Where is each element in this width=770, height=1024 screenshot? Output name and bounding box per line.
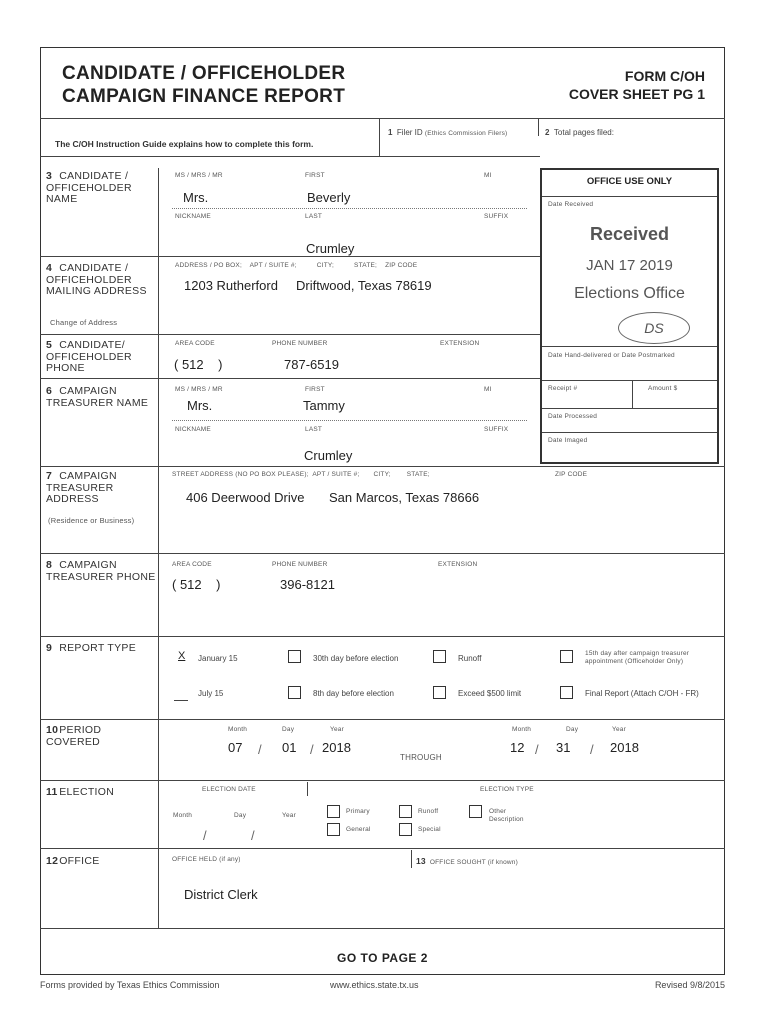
- cover-sheet-label: COVER SHEET PG 1: [568, 86, 705, 102]
- date-slash: /: [590, 742, 594, 757]
- forms-provided-by: Forms provided by Texas Ethics Commission: [40, 980, 220, 990]
- divider: [40, 848, 725, 849]
- zip-code-label: ZIP CODE: [555, 471, 588, 478]
- divider: [542, 380, 717, 381]
- description-label: Description: [489, 816, 524, 823]
- treasurer-area-code: ( 512 ): [172, 577, 221, 592]
- filer-id-label: 1 Filer ID (Ethics Commission Filers): [388, 128, 508, 137]
- divider: [379, 118, 380, 156]
- 15th-day-label: 15th day after campaign treasurer appointment (Officeholder Only): [585, 650, 690, 665]
- divider: [40, 156, 540, 157]
- form-title-line1: CANDIDATE / OFFICEHOLDER: [62, 63, 346, 84]
- extension-label: EXTENSION: [438, 561, 478, 568]
- date-imaged-label: Date Imaged: [548, 437, 588, 444]
- general-label: General: [346, 826, 371, 833]
- candidate-city-state-zip: Driftwood, Texas 78619: [296, 278, 432, 293]
- section-9-label: 9 REPORT TYPE: [46, 642, 137, 654]
- date-slash: /: [310, 742, 314, 757]
- other-label: Other: [489, 808, 507, 815]
- candidate-first-name: Beverly: [307, 190, 351, 205]
- prefix-label: MS / MRS / MR: [175, 172, 223, 179]
- suffix-label: SUFFIX: [484, 213, 509, 220]
- divider: [174, 700, 188, 701]
- divider: [40, 118, 725, 119]
- area-code-label: AREA CODE: [172, 561, 212, 568]
- period-to-month: 12: [510, 740, 525, 755]
- divider: [538, 118, 539, 136]
- runoff-election-checkbox[interactable]: [399, 805, 412, 818]
- section-11-label: 11 ELECTION: [46, 786, 115, 798]
- divider: [40, 378, 540, 379]
- form-title-line2: CAMPAIGN FINANCE REPORT: [62, 86, 346, 107]
- election-type-label: ELECTION TYPE: [480, 786, 534, 793]
- first-name-label: FIRST: [305, 386, 325, 393]
- divider: [172, 420, 527, 421]
- staff-initials: DS: [618, 312, 690, 344]
- period-from-month: 07: [228, 740, 243, 755]
- divider: [40, 780, 725, 781]
- form-number: FORM C/OH: [624, 68, 705, 84]
- nickname-label: NICKNAME: [175, 426, 211, 433]
- runoff-election-label: Runoff: [418, 808, 439, 815]
- candidate-prefix: Mrs.: [183, 190, 209, 205]
- total-pages-label: 2 Total pages filed:: [545, 128, 614, 137]
- from-month-label: Month: [228, 726, 248, 733]
- office-use-title: OFFICE USE ONLY: [586, 176, 673, 187]
- candidate-area-code: ( 512 ): [174, 357, 223, 372]
- date-received-label: Date Received: [548, 201, 594, 208]
- divider: [40, 553, 725, 554]
- treasurer-prefix: Mrs.: [187, 398, 213, 413]
- january-15-label: January 15: [198, 654, 238, 663]
- section-8-label: 8 CAMPAIGN TREASURER PHONE: [46, 559, 156, 583]
- section-3-label: 3 CANDIDATE / OFFICEHOLDER NAME: [46, 170, 132, 205]
- divider: [411, 850, 412, 868]
- divider: [40, 719, 725, 720]
- revision-date: Revised 9/8/2015: [654, 980, 725, 990]
- office-sought-label: 13 OFFICE SOUGHT (if known): [416, 856, 518, 866]
- from-day-label: Day: [282, 726, 295, 733]
- final-report-label: Final Report (Attach C/OH - FR): [585, 689, 699, 698]
- period-from-year: 2018: [322, 740, 351, 755]
- date-slash: /: [251, 828, 255, 843]
- received-stamp-date: JAN 17 2019: [586, 257, 673, 274]
- change-of-address: Change of Address: [50, 318, 118, 327]
- 30th-day-before-election-checkbox[interactable]: [288, 650, 301, 663]
- first-name-label: FIRST: [305, 172, 325, 179]
- treasurer-street: 406 Deerwood Drive: [186, 490, 305, 505]
- treasurer-city-state-zip: San Marcos, Texas 78666: [329, 490, 480, 505]
- office-held-value: District Clerk: [184, 887, 258, 902]
- 8th-day-label: 8th day before election: [313, 689, 394, 698]
- divider: [172, 208, 527, 209]
- suffix-label: SUFFIX: [484, 426, 509, 433]
- 30th-day-label: 30th day before election: [313, 654, 399, 663]
- election-day-label: Day: [234, 812, 247, 819]
- section-4-label: 4 CANDIDATE / OFFICEHOLDER MAILING ADDRESS: [46, 262, 147, 297]
- period-to-year: 2018: [610, 740, 639, 755]
- mi-label: MI: [484, 386, 492, 393]
- go-to-page-2: GO TO PAGE 2: [337, 951, 428, 965]
- label-column-divider: [158, 168, 159, 928]
- to-month-label: Month: [512, 726, 532, 733]
- divider: [40, 466, 725, 467]
- election-month-label: Month: [173, 812, 193, 819]
- general-election-checkbox[interactable]: [327, 823, 340, 836]
- from-year-label: Year: [330, 726, 344, 733]
- to-year-label: Year: [612, 726, 626, 733]
- nickname-label: NICKNAME: [175, 213, 211, 220]
- section-6-label: 6 CAMPAIGN TREASURER NAME: [46, 385, 149, 409]
- mi-label: MI: [484, 172, 492, 179]
- to-day-label: Day: [566, 726, 579, 733]
- 8th-day-before-election-checkbox[interactable]: [288, 686, 301, 699]
- date-processed-label: Date Processed: [548, 413, 598, 420]
- ethics-website: www.ethics.state.tx.us: [330, 980, 419, 990]
- july-15-label: July 15: [198, 689, 224, 698]
- residence-or-business: (Residence or Business): [48, 516, 135, 525]
- phone-number-label: PHONE NUMBER: [272, 340, 328, 347]
- section-12-label: 12 OFFICE: [46, 855, 100, 867]
- date-slash: /: [203, 828, 207, 843]
- area-code-label: AREA CODE: [175, 340, 215, 347]
- last-name-label: LAST: [305, 426, 323, 433]
- special-election-checkbox[interactable]: [399, 823, 412, 836]
- candidate-phone: 787-6519: [284, 357, 339, 372]
- divider: [40, 334, 540, 335]
- extension-label: EXTENSION: [440, 340, 480, 347]
- runoff-label: Runoff: [458, 654, 482, 663]
- last-name-label: LAST: [305, 213, 323, 220]
- date-slash: /: [258, 742, 262, 757]
- divider: [542, 408, 717, 409]
- divider: [40, 256, 540, 257]
- office-held-label: OFFICE HELD (if any): [172, 856, 241, 863]
- treasurer-first-name: Tammy: [303, 398, 345, 413]
- exceed-limit-checkbox[interactable]: [433, 686, 446, 699]
- special-label: Special: [418, 826, 441, 833]
- section-5-label: 5 CANDIDATE/ OFFICEHOLDER PHONE: [46, 339, 132, 374]
- amount-label: Amount $: [648, 385, 678, 392]
- exceed-limit-label: Exceed $500 limit: [458, 689, 522, 698]
- divider: [542, 196, 717, 197]
- candidate-last-name: Crumley: [306, 241, 355, 256]
- 15th-day-after-appointment-checkbox[interactable]: [560, 650, 573, 663]
- receipt-label: Receipt #: [548, 385, 578, 392]
- through-label: THROUGH: [400, 753, 442, 762]
- treasurer-last-name: Crumley: [304, 448, 353, 463]
- election-year-label: Year: [282, 812, 296, 819]
- treasurer-address-field-labels: STREET ADDRESS (NO PO BOX PLEASE); APT / SUITE #; CITY; STATE;: [172, 471, 430, 478]
- section-10-label: 10 PERIOD COVERED: [46, 724, 102, 748]
- candidate-street: 1203 Rutherford: [184, 278, 278, 293]
- received-stamp-office: Elections Office: [574, 285, 685, 302]
- divider: [542, 432, 717, 433]
- instruction-note: The C/OH Instruction Guide explains how to complete this form.: [55, 139, 314, 149]
- address-field-labels: ADDRESS / PO BOX; APT / SUITE #; CITY; STATE; ZIP CODE: [175, 262, 418, 269]
- divider: [632, 380, 633, 408]
- divider: [542, 346, 717, 347]
- date-slash: /: [535, 742, 539, 757]
- received-stamp: Received: [589, 224, 670, 244]
- period-to-day: 31: [556, 740, 571, 755]
- primary-election-checkbox[interactable]: [327, 805, 340, 818]
- primary-label: Primary: [346, 808, 370, 815]
- divider: [307, 782, 308, 796]
- section-7-label: 7 CAMPAIGN TREASURER ADDRESS: [46, 470, 117, 505]
- other-election-checkbox[interactable]: [469, 805, 482, 818]
- divider: [40, 928, 725, 929]
- runoff-report-checkbox[interactable]: [433, 650, 446, 663]
- final-report-checkbox[interactable]: [560, 686, 573, 699]
- election-date-label: ELECTION DATE: [202, 786, 256, 793]
- divider: [40, 636, 725, 637]
- treasurer-phone: 396-8121: [280, 577, 335, 592]
- january-15-checkmark[interactable]: X: [178, 650, 186, 662]
- date-hand-delivered-label: Date Hand-delivered or Date Postmarked: [548, 352, 675, 359]
- period-from-day: 01: [282, 740, 297, 755]
- phone-number-label: PHONE NUMBER: [272, 561, 328, 568]
- prefix-label: MS / MRS / MR: [175, 386, 223, 393]
